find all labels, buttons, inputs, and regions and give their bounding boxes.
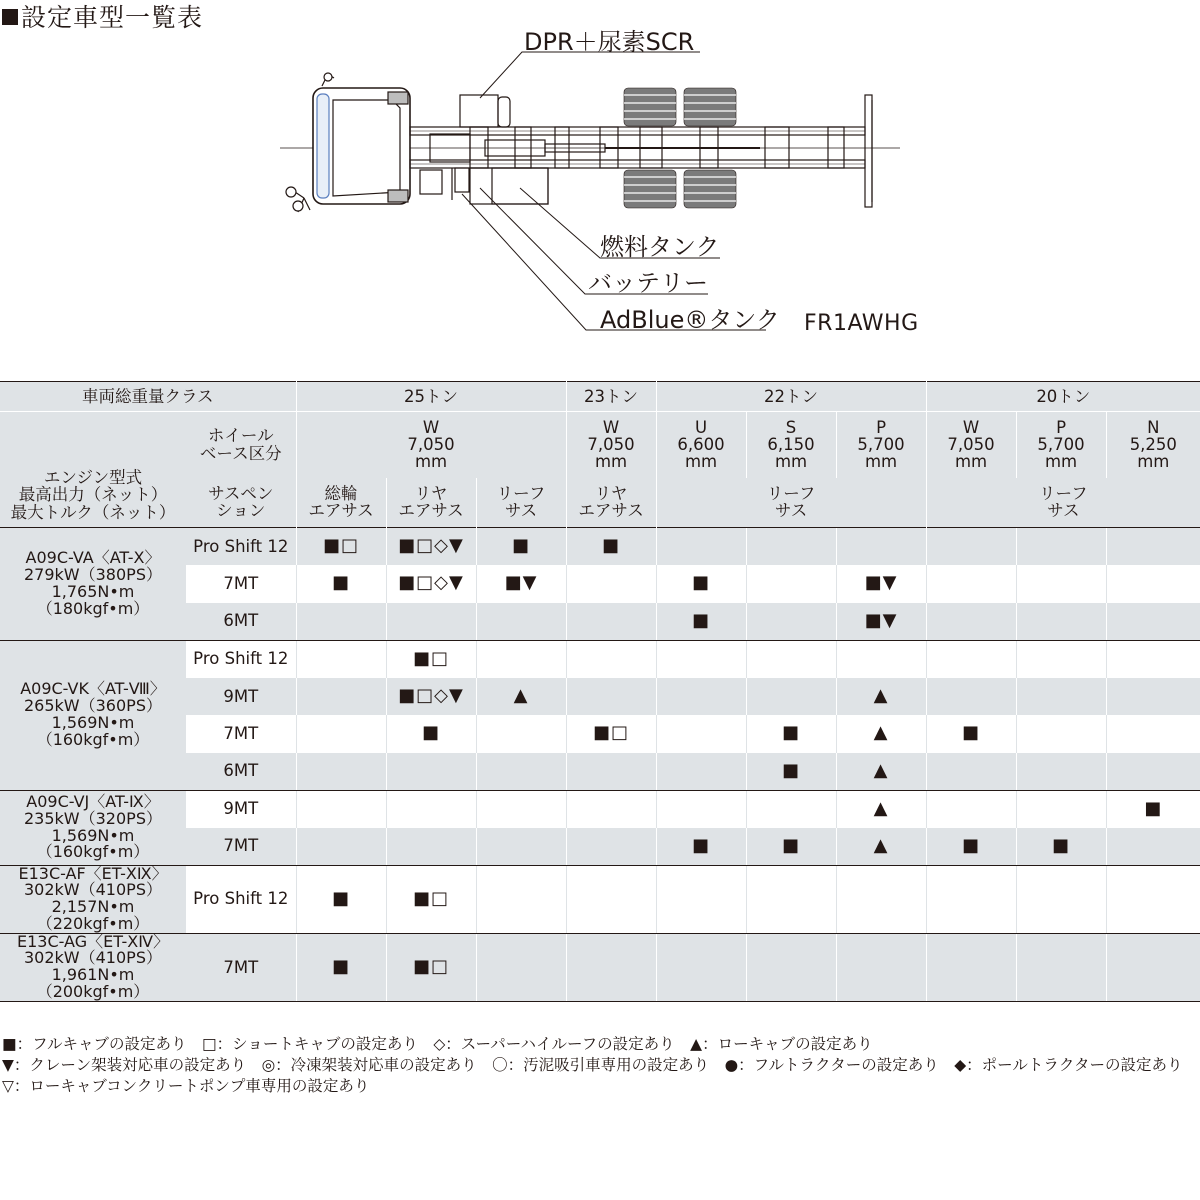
availability-cell	[1016, 640, 1106, 678]
availability-cell	[566, 640, 656, 678]
availability-cell	[566, 678, 656, 716]
availability-cell: ■	[656, 565, 746, 603]
availability-cell	[476, 715, 566, 753]
availability-cell	[1106, 715, 1200, 753]
availability-cell	[746, 865, 836, 933]
availability-cell: ■	[746, 753, 836, 791]
availability-cell	[926, 640, 1016, 678]
availability-cell: ■	[1016, 828, 1106, 866]
engine-cell: E13C-AF〈ET-ⅩⅨ〉 302kW（410PS） 2,157N•m（220kgf•m）	[0, 865, 186, 933]
transmission-cell: 9MT	[186, 790, 296, 828]
transmission-cell: 7MT	[186, 565, 296, 603]
availability-cell	[566, 565, 656, 603]
availability-cell	[1016, 603, 1106, 641]
weight-class-20t: 20トン	[926, 382, 1200, 412]
table-row	[0, 640, 1200, 678]
availability-cell: ▲	[476, 678, 566, 716]
availability-cell: ■	[296, 565, 386, 603]
availability-cell	[296, 603, 386, 641]
availability-cell	[836, 528, 926, 566]
availability-cell	[836, 640, 926, 678]
availability-cell: ■	[386, 715, 476, 753]
engine-cell: E13C-AG〈ET-ⅩⅣ〉 302kW（410PS） 1,961N•m（200kgf•m）	[0, 933, 186, 1001]
wheelbase-22t-u: U 6,600 mm	[656, 412, 746, 478]
availability-cell: ■	[296, 865, 386, 933]
availability-cell	[1106, 603, 1200, 641]
availability-cell: ■▼	[476, 565, 566, 603]
table-row	[0, 933, 1200, 1001]
availability-cell: ■	[656, 828, 746, 866]
transmission-cell: Pro Shift 12	[186, 640, 296, 678]
availability-cell	[296, 640, 386, 678]
availability-cell	[656, 865, 746, 933]
availability-cell	[656, 715, 746, 753]
engine-cell: A09C-VA〈AT-Ⅹ〉 279kW（380PS） 1,765N•m（180kgf•m）	[0, 528, 186, 641]
availability-cell	[926, 603, 1016, 641]
availability-cell: ■▼	[836, 603, 926, 641]
availability-cell: ■□◇▼	[386, 528, 476, 566]
weight-class-22t: 22トン	[656, 382, 926, 412]
suspension-rear-air: リヤ エアサス	[386, 478, 476, 528]
availability-cell	[926, 565, 1016, 603]
availability-cell	[476, 933, 566, 1001]
suspension-23t-rear-air: リヤ エアサス	[566, 478, 656, 528]
availability-cell	[1106, 640, 1200, 678]
availability-cell: ■	[296, 933, 386, 1001]
availability-cell: ■	[566, 528, 656, 566]
availability-cell	[746, 790, 836, 828]
weight-class-label: 車両総重量クラス	[0, 382, 296, 412]
availability-cell	[1106, 828, 1200, 866]
availability-cell	[296, 753, 386, 791]
availability-cell	[656, 753, 746, 791]
availability-cell	[746, 603, 836, 641]
availability-cell: ■□	[386, 640, 476, 678]
model-code: FR1AWHG	[804, 311, 919, 336]
availability-cell	[386, 790, 476, 828]
transmission-cell: 9MT	[186, 678, 296, 716]
availability-cell	[566, 828, 656, 866]
weight-class-23t: 23トン	[566, 382, 656, 412]
availability-cell	[836, 865, 926, 933]
legend-line: ▼：クレーン架装対応車の設定あり ◎：冷凍架装対応車の設定あり 〇：汚泥吸引車専用の設定あり ●：フルトラクターの設定あり ◆：ポールトラクターの設定あり	[2, 1056, 1183, 1074]
availability-cell	[746, 528, 836, 566]
availability-cell: ■	[746, 828, 836, 866]
wheelbase-22t-p: P 5,700 mm	[836, 412, 926, 478]
page-title: 設定車型一覧表	[2, 0, 203, 34]
legend-line: ■：フルキャブの設定あり □：ショートキャブの設定あり ◇：スーパーハイルーフの設定あり ▲：ローキャブの設定あり	[2, 1035, 873, 1053]
wheelbase-22t-s: S 6,150 mm	[746, 412, 836, 478]
transmission-cell: 6MT	[186, 603, 296, 641]
availability-cell	[1016, 790, 1106, 828]
availability-cell: ■	[926, 828, 1016, 866]
availability-cell	[746, 933, 836, 1001]
availability-cell	[296, 678, 386, 716]
availability-cell: ■▼	[836, 565, 926, 603]
availability-cell	[296, 715, 386, 753]
suspension-leaf: リーフ サス	[476, 478, 566, 528]
suspension-20t-leaf: リーフ サス	[926, 478, 1200, 528]
callout-fuel-tank: 燃料タンク	[600, 233, 720, 261]
availability-cell	[1106, 565, 1200, 603]
callout-dpr-scr: DPR＋尿素SCR	[524, 28, 695, 56]
availability-cell	[1016, 565, 1106, 603]
table-row	[0, 528, 1200, 566]
availability-cell	[476, 640, 566, 678]
availability-cell	[926, 753, 1016, 791]
availability-cell: ■□	[296, 528, 386, 566]
availability-cell	[476, 790, 566, 828]
availability-cell: ▲	[836, 790, 926, 828]
availability-cell	[296, 828, 386, 866]
availability-cell	[296, 790, 386, 828]
availability-cell	[656, 678, 746, 716]
availability-cell	[1016, 933, 1106, 1001]
availability-cell	[746, 565, 836, 603]
availability-cell	[656, 640, 746, 678]
availability-cell: ■□◇▼	[386, 565, 476, 603]
wheelbase-20t-w: W 7,050 mm	[926, 412, 1016, 478]
wheelbase-label: ホイール ベース区分	[186, 412, 296, 478]
availability-cell	[476, 753, 566, 791]
availability-cell	[1016, 678, 1106, 716]
table-row	[0, 790, 1200, 828]
availability-cell	[1106, 678, 1200, 716]
availability-cell	[926, 865, 1016, 933]
availability-cell: ■□	[386, 865, 476, 933]
availability-cell: ■□	[386, 933, 476, 1001]
engine-cell: A09C-VK〈AT-Ⅷ〉 265kW（360PS） 1,569N•m（160kgf•m）	[0, 640, 186, 790]
availability-cell	[566, 753, 656, 791]
availability-cell	[656, 790, 746, 828]
legend-line: ▽：ローキャブコンクリートポンプ車専用の設定あり	[2, 1077, 370, 1095]
transmission-cell: 7MT	[186, 933, 296, 1001]
availability-cell	[746, 640, 836, 678]
availability-cell	[926, 678, 1016, 716]
availability-cell	[1106, 753, 1200, 791]
spec-table	[0, 381, 1200, 1002]
engine-cell: A09C-VJ〈AT-Ⅸ〉 235kW（320PS） 1,569N•m（160kgf•m）	[0, 790, 186, 865]
weight-class-25t: 25トン	[296, 382, 566, 412]
availability-cell: ■□	[566, 715, 656, 753]
chassis-diagram	[0, 0, 1200, 370]
transmission-cell: Pro Shift 12	[186, 865, 296, 933]
availability-cell: ■□◇▼	[386, 678, 476, 716]
table-row	[0, 865, 1200, 933]
wheelbase-25t-w: W 7,050 mm	[296, 412, 566, 478]
availability-cell: ■	[926, 715, 1016, 753]
availability-cell: ▲	[836, 715, 926, 753]
availability-cell: ■	[746, 715, 836, 753]
availability-cell: ■	[656, 603, 746, 641]
availability-cell	[926, 528, 1016, 566]
transmission-cell: 6MT	[186, 753, 296, 791]
availability-cell: ▲	[836, 678, 926, 716]
availability-cell	[926, 790, 1016, 828]
availability-cell	[836, 933, 926, 1001]
availability-cell	[476, 865, 566, 933]
availability-cell	[1106, 865, 1200, 933]
availability-cell	[566, 790, 656, 828]
wheelbase-20t-p: P 5,700 mm	[1016, 412, 1106, 478]
availability-cell: ■	[476, 528, 566, 566]
engine-header: エンジン型式 最高出力（ネット） 最大トルク（ネット）	[0, 412, 186, 528]
availability-cell	[1016, 865, 1106, 933]
availability-cell	[746, 678, 836, 716]
transmission-cell: 7MT	[186, 715, 296, 753]
availability-cell	[566, 865, 656, 933]
availability-cell	[1016, 715, 1106, 753]
transmission-cell: 7MT	[186, 828, 296, 866]
availability-cell: ▲	[836, 828, 926, 866]
availability-cell	[1016, 753, 1106, 791]
availability-cell	[1106, 933, 1200, 1001]
availability-cell	[566, 933, 656, 1001]
transmission-cell: Pro Shift 12	[186, 528, 296, 566]
callout-adblue-tank: AdBlue®タンク	[600, 306, 780, 334]
availability-cell	[386, 603, 476, 641]
wheelbase-20t-n: N 5,250 mm	[1106, 412, 1200, 478]
availability-cell	[1106, 528, 1200, 566]
suspension-all-air: 総輪 エアサス	[296, 478, 386, 528]
suspension-label: サスペン ション	[186, 478, 296, 528]
callout-battery: バッテリー	[588, 269, 708, 297]
availability-cell	[566, 603, 656, 641]
legend	[2, 1034, 1183, 1097]
suspension-22t-leaf: リーフ サス	[656, 478, 926, 528]
availability-cell	[656, 528, 746, 566]
availability-cell	[656, 933, 746, 1001]
availability-cell	[476, 603, 566, 641]
availability-cell: ■	[1106, 790, 1200, 828]
availability-cell: ▲	[836, 753, 926, 791]
availability-cell	[476, 828, 566, 866]
availability-cell	[926, 933, 1016, 1001]
availability-cell	[386, 753, 476, 791]
spec-table-body	[0, 528, 1200, 1002]
availability-cell	[386, 828, 476, 866]
wheelbase-23t-w: W 7,050 mm	[566, 412, 656, 478]
availability-cell	[1016, 528, 1106, 566]
